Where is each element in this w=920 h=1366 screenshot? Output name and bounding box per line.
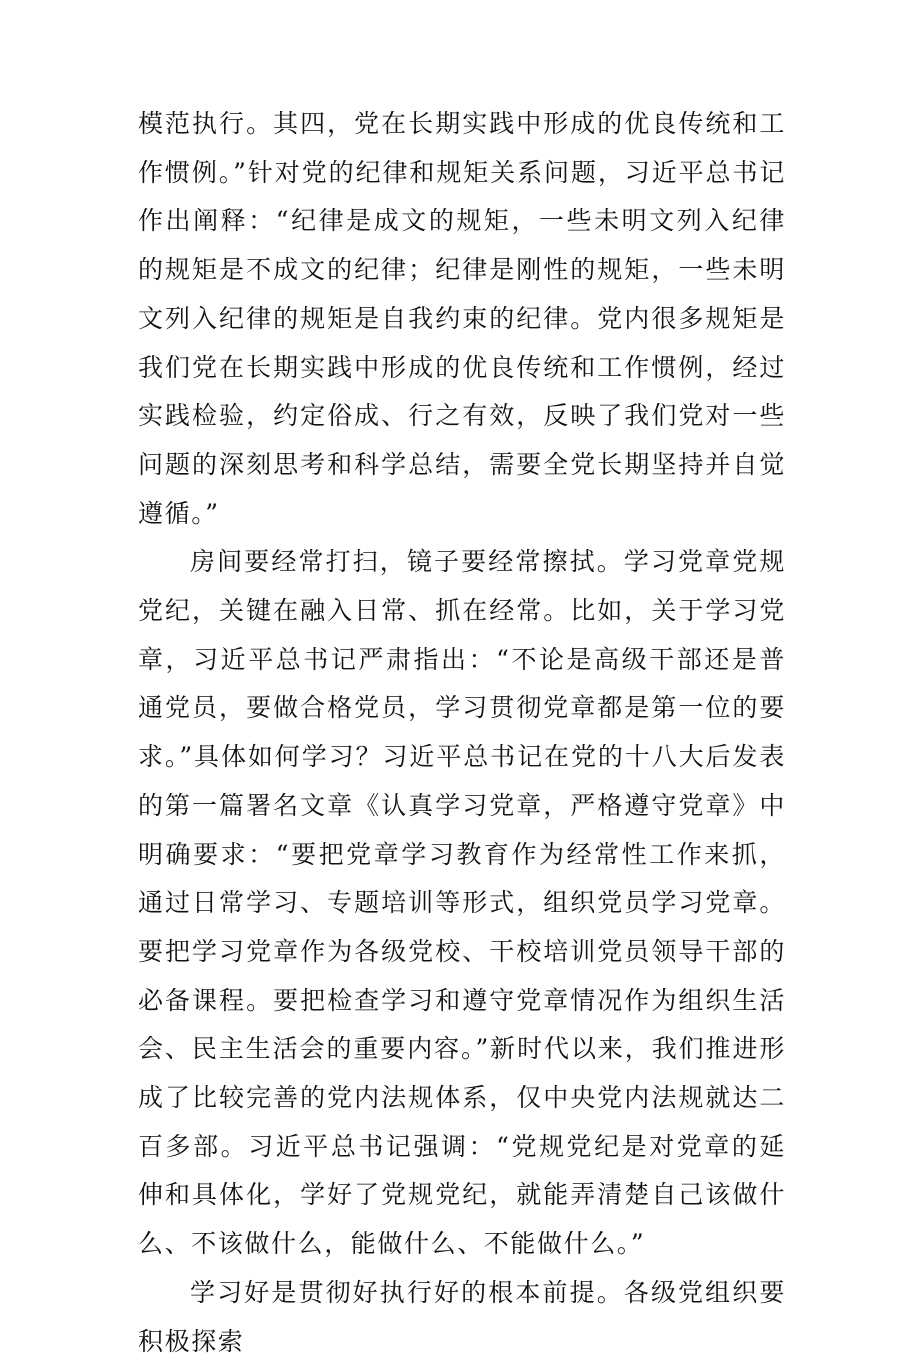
document-body — [138, 100, 786, 1366]
paragraph-2: 房间要经常打扫，镜子要经常擦拭。学习党章党规党纪，关键在融入日常、抓在经常。比如，关于学习党章，习近平总书记严肃指出：“不论是高级干部还是普通党员，要做合格党员，学习贯彻党章都是第一位的要求。”具体如何学习？习近平总书记在党的十八大后发表的第一篇署名文章《认真学习党章，严格遵守党章》中明确要求：“要把党章学习教育作为经常性工作来抓，通过日常学习、专题培训等形式，组织党员学习党章。要把学习党章作为各级党校、干校培训党员领导干部的必备课程。要把检查学习和遵守党章情况作为组织生活会、民主生活会的重要内容。”新时代以来，我们推进形成了比较完善的党内法规体系，仅中央党内法规就达二百多部。习近平总书记强调：“党规党纪是对党章的延伸和具体化，学好了党规党纪，就能弄清楚自己该做什么、不该做什么，能做什么、不能做什么。” — [138, 547, 786, 1259]
paragraph-1: 模范执行。其四，党在长期实践中形成的优良传统和工作惯例。”针对党的纪律和规矩关系问题，习近平总书记作出阐释：“纪律是成文的规矩，一些未明文列入纪律的规矩是不成文的纪律；纪律是刚性的规矩，一些未明文列入纪律的规矩是自我约束的纪律。党内很多规矩是我们党在长期实践中形成的优良传统和工作惯例，经过实践检验，约定俗成、行之有效，反映了我们党对一些问题的深刻思考和科学总结，需要全党长期坚持并自觉遵循。” — [138, 109, 786, 528]
paragraph-3: 学习好是贯彻好执行好的根本前提。各级党组织要积极探索 — [138, 1277, 786, 1356]
